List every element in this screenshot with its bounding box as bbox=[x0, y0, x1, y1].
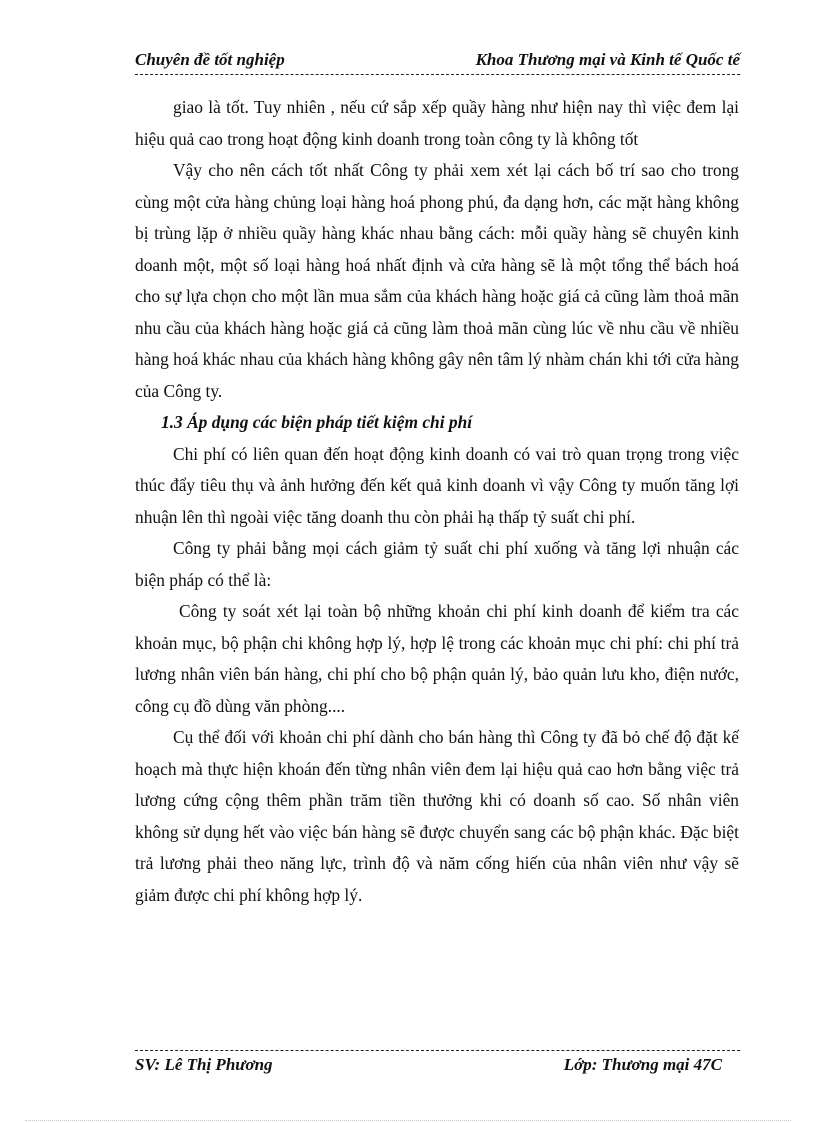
page-header bbox=[135, 48, 740, 75]
document-body bbox=[135, 92, 739, 911]
header-faculty: Khoa Thương mại và Kinh tế Quốc tế bbox=[475, 50, 740, 69]
header-thesis-title: Chuyên đề tốt nghiệp bbox=[135, 50, 285, 69]
section-heading: 1.3 Áp dụng các biện pháp tiết kiệm chi phí bbox=[161, 412, 473, 432]
paragraph-4: Công ty phải bằng mọi cách giảm tỷ suất chi phí xuống và tăng lợi nhuận các biện pháp có thể là: bbox=[135, 538, 739, 590]
paragraph-3: Chi phí có liên quan đến hoạt động kinh doanh có vai trò quan trọng trong việc thúc đẩy tiêu thụ và ảnh hưởng đến kết quả kinh doanh vì vậy Công ty muốn tăng lợi nhuận lên thì ngoài việc tăng doanh thu còn phải hạ thấp tỷ suất chi phí. bbox=[135, 443, 739, 527]
paragraph-1: giao là tốt. Tuy nhiên , nếu cứ sắp xếp quầy hàng như hiện nay thì việc đem lại hiệu quả cao trong hoạt động kinh doanh trong toàn công ty là không tốt bbox=[135, 97, 739, 149]
footer-student-name: SV: Lê Thị Phương bbox=[135, 1055, 273, 1074]
footer-class-name: Lớp: Thương mại 47C bbox=[563, 1055, 722, 1074]
paragraph-6: Cụ thể đối với khoản chi phí dành cho bán hàng thì Công ty đã bỏ chế độ đặt kế hoạch mà thực hiện khoán đến từng nhân viên đem lại hiệu quả cao hơn bằng việc trả lương cứng cộng thêm phần trăm tiền thưởng khi có doanh số cao. Số nhân viên không sử dụng hết vào việc bán hàng sẽ được chuyển sang các bộ phận khác. Đặc biệt trả lương phải theo năng lực, trình độ và năm cống hiến của nhân viên như vậy sẽ giảm được chi phí không hợp lý. bbox=[135, 727, 739, 905]
paragraph-2: Vậy cho nên cách tốt nhất Công ty phải xem xét lại cách bố trí sao cho trong cùng một cửa hàng chủng loại hàng hoá phong phú, đa dạng hơn, các mặt hàng không bị trùng lặp ở nhiều quầy hàng khác nhau bằng cách: mỗi quầy hàng sẽ chuyên kinh doanh một, một số loại hàng hoá nhất định và cửa hàng sẽ là một tổng thể bách hoá cho sự lựa chọn cho một lần mua sắm của khách hàng hoặc giá cả cũng làm thoả mãn nhu cầu của khách hàng hoặc giá cả cũng làm thoả mãn cùng lúc về nhu cầu về nhiều hàng hoá khác nhau của khách hàng không gây nên tâm lý nhàm chán khi tới cửa hàng của Công ty. bbox=[135, 160, 739, 401]
page-bottom-divider bbox=[25, 1120, 791, 1121]
page-footer bbox=[135, 1050, 740, 1081]
paragraph-5: Công ty soát xét lại toàn bộ những khoản chi phí kinh doanh để kiểm tra các khoản mục, bộ phận chi không hợp lý, hợp lệ trong các khoản mục chi phí: chi phí trả lương nhân viên bán hàng, chi phí cho bộ phận quản lý, bảo quản lưu kho, điện nước, công cụ đồ dùng văn phòng.... bbox=[135, 601, 739, 716]
